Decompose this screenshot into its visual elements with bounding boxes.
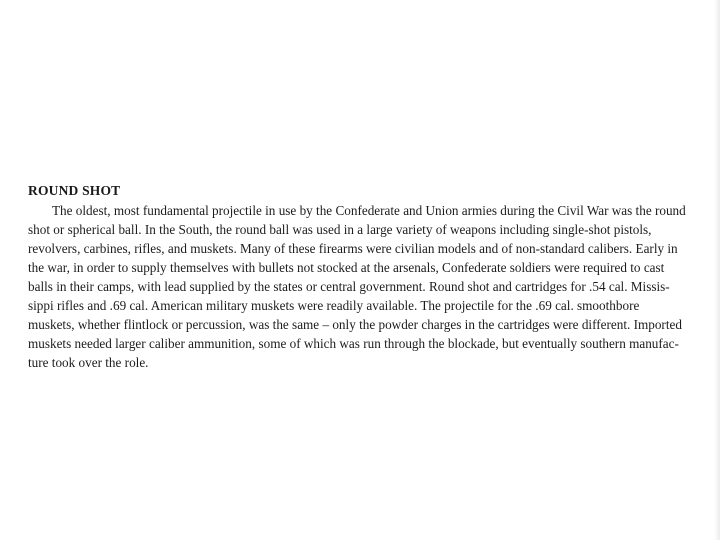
paragraph-line: The oldest, most fundamental projectile in use by the Confederate and Union armies during the Civil War was the round (52, 203, 686, 218)
section-heading: ROUND SHOT (28, 183, 121, 198)
paragraph-line: balls in their camps, with lead supplied by the states or central government. Round shot and cartridges for .54 cal. Missis- (28, 279, 670, 294)
paragraph-line: the war, in order to supply themselves with bullets not stocked at the arsenals, Confederate soldiers were required to cast (28, 260, 665, 275)
paragraph-line: shot or spherical ball. In the South, the round ball was used in a large variety of weapons including single-shot pistols, (28, 222, 652, 237)
paragraph-line: ture took over the role. (28, 355, 149, 370)
paragraph-line: revolvers, carbines, rifles, and muskets. Many of these firearms were civilian models and of non-standard calibers. Early in (28, 241, 678, 256)
paragraph-line: sippi rifles and .69 cal. American military muskets were readily available. The projectile for the .69 cal. smoothbore (28, 298, 640, 313)
paragraph-line: muskets needed larger caliber ammunition, some of which was run through the blockade, but eventually southern manufac- (28, 336, 679, 351)
paragraph-line: muskets, whether flintlock or percussion, was the same – only the powder charges in the cartridges were different. Imported (28, 317, 682, 332)
